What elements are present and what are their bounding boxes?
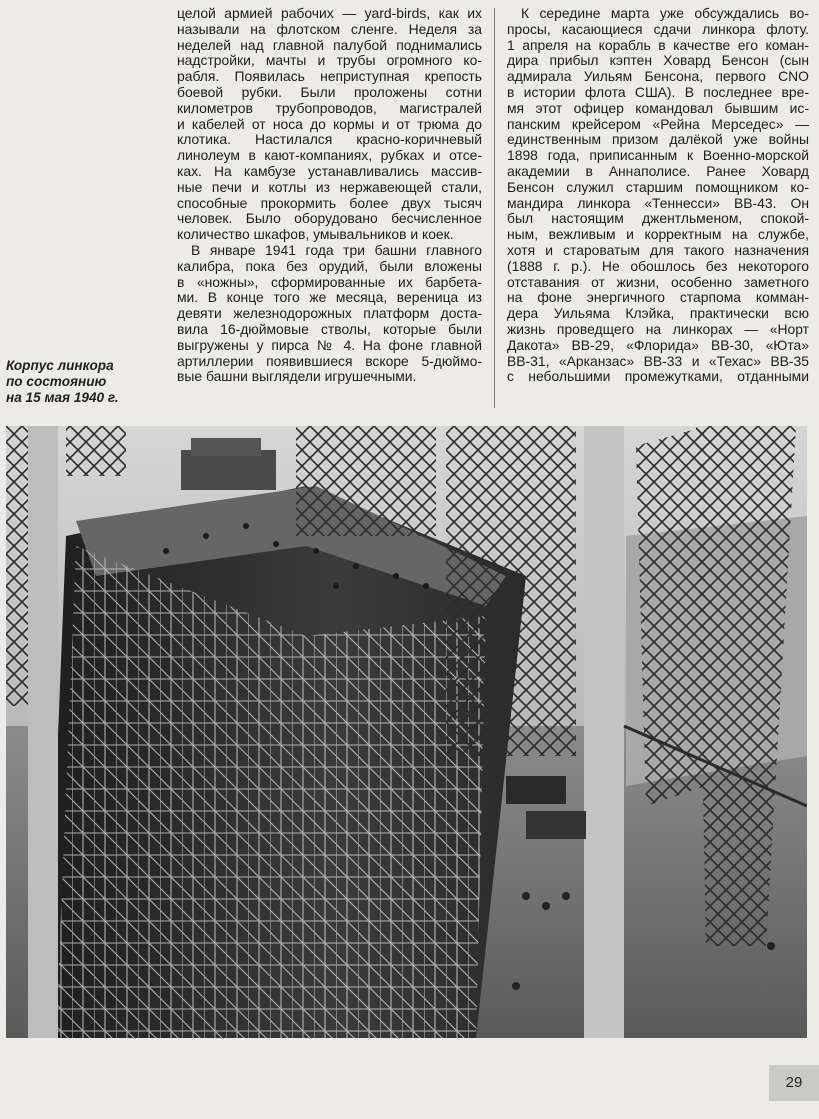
text-line: с небольшими промежутками, отданными	[507, 368, 809, 385]
text-line: калибра, пока без орудий, были вложены	[177, 257, 482, 274]
caption-line: по состоянию	[6, 374, 107, 389]
text-line: и кабелей от носа до кормы и от трюма до	[177, 115, 482, 132]
text-line: дера Уильяма Клэйка, практически всю	[507, 305, 809, 322]
crane-pillar-right	[584, 426, 624, 1038]
shipyard-photo	[6, 426, 807, 1038]
text-line: вила 16-дюймовые стволы, которые были	[177, 320, 482, 337]
text-line: академии в Аннаполисе. Ранее Ховард	[507, 162, 809, 179]
text-line: Дакота» BB-29, «Флорида» BB-30, «Юта»	[507, 336, 809, 353]
text-line: К середине марта уже обсуждались во-	[521, 5, 809, 21]
text-line: на фоне энергичного старпома комман-	[507, 289, 809, 306]
text-line: ным, вежливым и корректным на службе,	[507, 226, 809, 243]
text-line: километров трубопроводов, магистралей	[177, 99, 482, 116]
battleship-hull-illustration	[6, 426, 807, 1038]
text-line: единственным призом далёкой уже войны	[507, 131, 809, 148]
text-line: называли на флотском сленге. Неделя за	[177, 20, 482, 37]
text-line: BB-31, «Арканзас» BB-33 и «Техас» BB-35	[507, 352, 809, 369]
page-number: 29	[769, 1065, 819, 1101]
text-line: девяти железнодорожных платформ доста-	[177, 305, 482, 322]
text-line: артиллерии появившиеся вскоре 5-дюймо-	[177, 352, 482, 369]
text-line: неделей над главной палубой поднимались	[177, 36, 482, 53]
text-column-right	[507, 6, 809, 385]
superstructure-top	[191, 438, 261, 456]
text-line: В январе 1941 года три башни главного	[191, 241, 482, 258]
text-line: жизнь проведщего на линкорах — «Норт	[507, 320, 809, 337]
text-line: мя этот офицер командовал бывшим ис-	[507, 99, 809, 116]
text-column-left	[177, 6, 482, 385]
text-line: вые башни выглядели игрушечными.	[177, 368, 417, 385]
text-line: мандира линкора «Теннесси» BB-43. Он	[507, 194, 809, 211]
text-line: 1898 года, приписанным к Военно-морской	[507, 147, 809, 164]
text-line: хотя и староватым для такого назначения	[507, 241, 809, 258]
text-line: в истории флота США). В последнее вре-	[507, 83, 809, 100]
text-line: количество шкафов, умывальников и коек.	[177, 226, 454, 243]
photo-caption	[6, 358, 156, 406]
text-line: способные прокормить более двух тысяч	[177, 194, 482, 211]
text-line: ми. В конце того же месяца, вереница из	[177, 289, 482, 306]
text-line: адмирала Уильям Бенсона, первого CNO	[507, 68, 809, 85]
text-line: просы, касающиеся сдачи линкора флоту.	[507, 20, 809, 37]
text-line: целой армией рабочих — yard-birds, как их	[177, 5, 482, 21]
text-line: 1 апреля на корабль в качестве его коман-	[507, 36, 809, 53]
paragraph	[177, 6, 482, 243]
text-line: рабля. Появилась неприступная крепость	[177, 68, 482, 85]
text-line: человек. Было оборудовано бесчисленное	[177, 210, 482, 227]
text-line: клотика. Настилался красно-коричневый	[177, 131, 482, 148]
text-line: отставания от жизни, особенно заметного	[507, 273, 809, 290]
text-line: (1888 г. р.). Не обошлось без некоторого	[507, 257, 809, 274]
caption-line: на 15 мая 1940 г.	[6, 390, 119, 405]
caption-line: Корпус линкора	[6, 358, 114, 373]
text-line: ках. На камбузе устанавливались массив-	[177, 162, 482, 179]
text-line: был настоящим джентльменом, спокой-	[507, 210, 809, 227]
text-line: Бенсон служил старшим помощником ко-	[507, 178, 809, 195]
crane-pillar-left	[28, 426, 58, 1038]
text-line: выгружены у пирса № 4. На фоне главной	[177, 336, 482, 353]
paragraph	[177, 243, 482, 385]
text-line: ные печи и котлы из нержавеющей стали,	[177, 178, 482, 195]
text-line: боевой рубки. Были проложены сотни	[177, 83, 482, 100]
column-divider	[494, 8, 495, 408]
text-line: надстройки, мачты и трубы огромного ко-	[177, 52, 482, 69]
paragraph	[507, 6, 809, 385]
text-line: линолеум в кают-компаниях, рубках и отсе-	[177, 147, 482, 164]
text-line: дира прибыл кэптен Ховард Бенсон (сын	[507, 52, 809, 69]
text-line: в «ножны», сформированные их барбета-	[177, 273, 482, 290]
text-line: панским крейсером «Рейна Мерседес» —	[507, 115, 809, 132]
